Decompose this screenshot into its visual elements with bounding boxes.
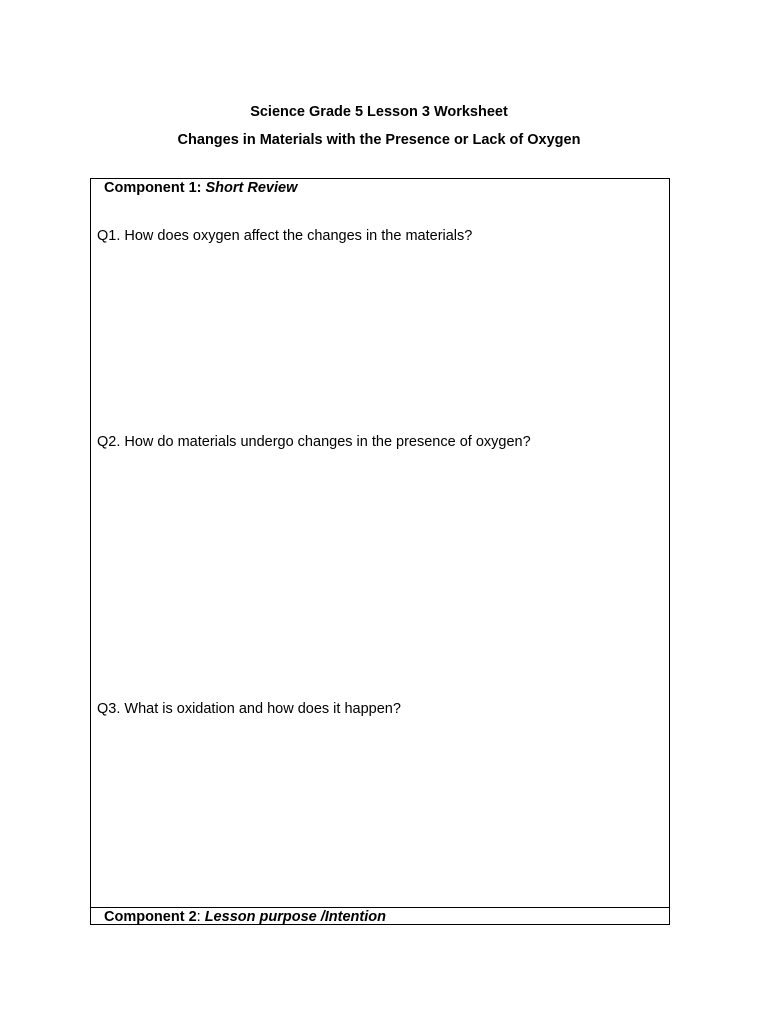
worksheet-table (90, 178, 670, 925)
question-2: Q2. How do materials undergo changes in the presence of oxygen? (97, 434, 531, 450)
component-2-heading (104, 908, 386, 926)
worksheet-title: Science Grade 5 Lesson 3 Worksheet (250, 104, 508, 120)
question-3: Q3. What is oxidation and how does it happen? (97, 701, 401, 717)
worksheet-subtitle: Changes in Materials with the Presence or Lack of Oxygen (177, 132, 581, 148)
question-1: Q1. How does oxygen affect the changes in the materials? (97, 228, 473, 244)
component-1-heading (104, 179, 297, 197)
component-1-name: Short Review (205, 180, 298, 196)
component-2-label: Component 2 (104, 909, 197, 925)
component-1-label: Component 1: (104, 180, 202, 196)
component-2-separator: : (196, 909, 201, 925)
component-2-name: Lesson purpose /Intention (204, 909, 386, 925)
